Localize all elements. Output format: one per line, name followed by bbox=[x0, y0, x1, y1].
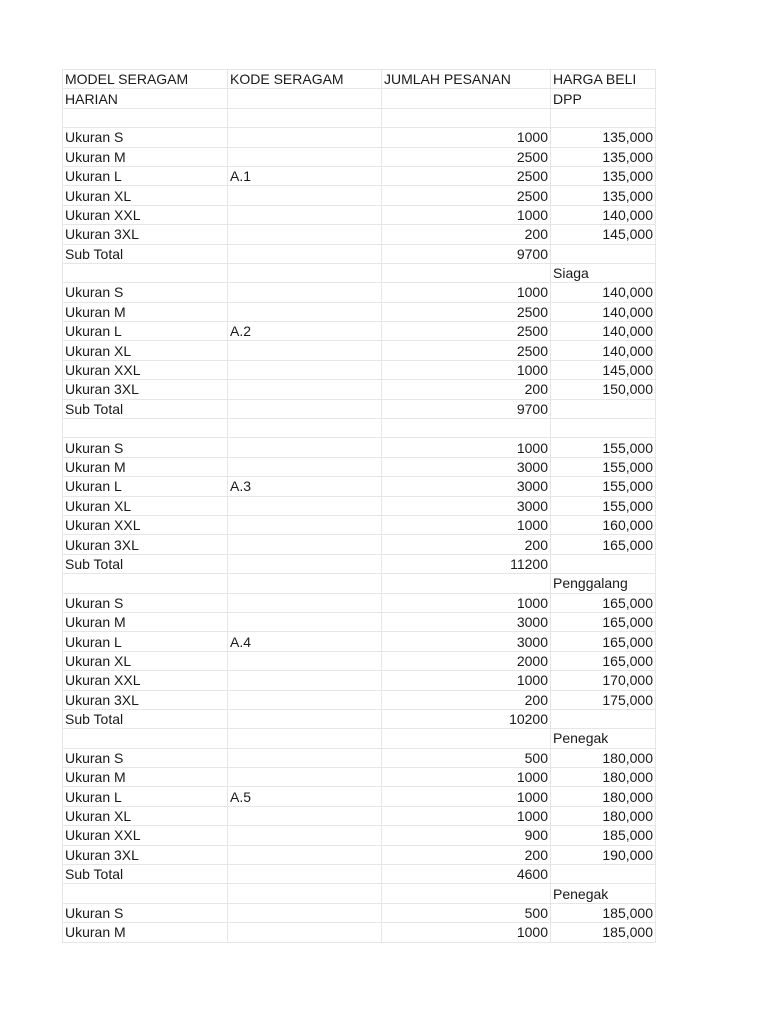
cell-jumlah[interactable]: 1000 bbox=[382, 593, 551, 612]
cell-jumlah[interactable]: 2500 bbox=[382, 341, 551, 360]
cell-model[interactable]: Ukuran M bbox=[63, 612, 228, 631]
cell-kode[interactable] bbox=[228, 283, 382, 302]
table-row bbox=[63, 690, 656, 709]
cell-jumlah[interactable]: 1000 bbox=[382, 438, 551, 457]
cell-kode[interactable] bbox=[228, 554, 382, 573]
cell-jumlah[interactable] bbox=[382, 89, 551, 108]
cell-jumlah[interactable]: 1000 bbox=[382, 360, 551, 379]
cell-kode[interactable] bbox=[228, 690, 382, 709]
table-row bbox=[63, 593, 656, 612]
cell-kode[interactable] bbox=[228, 806, 382, 825]
cell-model[interactable]: Ukuran S bbox=[63, 748, 228, 767]
cell-model[interactable]: Ukuran S bbox=[63, 903, 228, 922]
table-row bbox=[63, 651, 656, 670]
cell-jumlah[interactable]: 500 bbox=[382, 903, 551, 922]
cell-model[interactable]: Ukuran 3XL bbox=[63, 845, 228, 864]
cell-model[interactable]: Sub Total bbox=[63, 399, 228, 418]
table-row bbox=[63, 322, 656, 341]
cell-kode[interactable] bbox=[228, 826, 382, 845]
table-row bbox=[63, 438, 656, 457]
table-row bbox=[63, 263, 656, 282]
cell-kode[interactable] bbox=[228, 845, 382, 864]
cell-harga[interactable]: DPP bbox=[551, 89, 656, 108]
table-row bbox=[63, 244, 656, 263]
cell-kode[interactable] bbox=[228, 438, 382, 457]
table-row bbox=[63, 768, 656, 787]
cell-model[interactable] bbox=[63, 574, 228, 593]
cell-jumlah[interactable]: 2500 bbox=[382, 302, 551, 321]
cell-kode[interactable] bbox=[228, 903, 382, 922]
cell-harga[interactable]: 165,000 bbox=[551, 535, 656, 554]
cell-kode[interactable]: A.1 bbox=[228, 166, 382, 185]
cell-model[interactable] bbox=[63, 729, 228, 748]
cell-jumlah[interactable]: 3000 bbox=[382, 477, 551, 496]
cell-kode[interactable] bbox=[228, 186, 382, 205]
table-row bbox=[63, 554, 656, 573]
table-row bbox=[63, 729, 656, 748]
cell-jumlah[interactable]: 3000 bbox=[382, 612, 551, 631]
cell-jumlah[interactable]: 1000 bbox=[382, 128, 551, 147]
cell-model[interactable]: Sub Total bbox=[63, 554, 228, 573]
cell-kode[interactable] bbox=[228, 399, 382, 418]
cell-model[interactable]: Ukuran L bbox=[63, 166, 228, 185]
cell-model[interactable]: Ukuran XXL bbox=[63, 360, 228, 379]
table-row bbox=[63, 128, 656, 147]
cell-jumlah[interactable] bbox=[382, 419, 551, 438]
cell-jumlah[interactable]: 11200 bbox=[382, 554, 551, 573]
cell-kode[interactable] bbox=[228, 923, 382, 942]
cell-harga[interactable]: 135,000 bbox=[551, 128, 656, 147]
cell-jumlah[interactable]: 200 bbox=[382, 380, 551, 399]
order-table-body bbox=[63, 70, 656, 943]
cell-harga[interactable]: 160,000 bbox=[551, 515, 656, 534]
cell-harga[interactable]: 180,000 bbox=[551, 768, 656, 787]
header-harga-beli[interactable]: HARGA BELI bbox=[551, 70, 656, 89]
table-row bbox=[63, 225, 656, 244]
cell-kode[interactable] bbox=[228, 651, 382, 670]
cell-harga[interactable]: 190,000 bbox=[551, 845, 656, 864]
table-row bbox=[63, 419, 656, 438]
cell-kode[interactable]: A.2 bbox=[228, 322, 382, 341]
cell-harga[interactable]: 135,000 bbox=[551, 147, 656, 166]
cell-jumlah[interactable]: 200 bbox=[382, 225, 551, 244]
cell-jumlah[interactable]: 10200 bbox=[382, 709, 551, 728]
cell-model[interactable]: Ukuran XL bbox=[63, 806, 228, 825]
cell-harga[interactable] bbox=[551, 108, 656, 127]
cell-kode[interactable] bbox=[228, 225, 382, 244]
cell-model[interactable]: Sub Total bbox=[63, 244, 228, 263]
cell-jumlah[interactable]: 3000 bbox=[382, 496, 551, 515]
cell-model[interactable]: Ukuran 3XL bbox=[63, 690, 228, 709]
cell-model[interactable]: Ukuran 3XL bbox=[63, 225, 228, 244]
cell-jumlah[interactable]: 1000 bbox=[382, 806, 551, 825]
cell-kode[interactable] bbox=[228, 341, 382, 360]
cell-model[interactable]: Ukuran XL bbox=[63, 186, 228, 205]
cell-model[interactable]: Ukuran XXL bbox=[63, 671, 228, 690]
cell-harga[interactable]: 140,000 bbox=[551, 302, 656, 321]
cell-model[interactable] bbox=[63, 884, 228, 903]
cell-kode[interactable] bbox=[228, 865, 382, 884]
table-row bbox=[63, 612, 656, 631]
cell-harga[interactable]: 145,000 bbox=[551, 360, 656, 379]
cell-jumlah[interactable]: 1000 bbox=[382, 515, 551, 534]
cell-harga[interactable]: 170,000 bbox=[551, 671, 656, 690]
cell-kode[interactable] bbox=[228, 593, 382, 612]
cell-harga[interactable]: 165,000 bbox=[551, 612, 656, 631]
cell-harga[interactable] bbox=[551, 244, 656, 263]
cell-kode[interactable] bbox=[228, 748, 382, 767]
cell-harga[interactable]: Penegak bbox=[551, 729, 656, 748]
cell-jumlah[interactable] bbox=[382, 729, 551, 748]
cell-model[interactable]: Ukuran M bbox=[63, 457, 228, 476]
cell-kode[interactable]: A.5 bbox=[228, 787, 382, 806]
table-row bbox=[63, 302, 656, 321]
table-row bbox=[63, 477, 656, 496]
cell-jumlah[interactable]: 1000 bbox=[382, 787, 551, 806]
cell-model[interactable]: Ukuran L bbox=[63, 477, 228, 496]
table-row bbox=[63, 147, 656, 166]
table-row bbox=[63, 923, 656, 942]
cell-harga[interactable]: Siaga bbox=[551, 263, 656, 282]
cell-harga[interactable] bbox=[551, 865, 656, 884]
cell-jumlah[interactable]: 200 bbox=[382, 690, 551, 709]
table-row bbox=[63, 108, 656, 127]
table-row bbox=[63, 205, 656, 224]
cell-kode[interactable] bbox=[228, 380, 382, 399]
cell-model[interactable] bbox=[63, 263, 228, 282]
cell-kode[interactable] bbox=[228, 729, 382, 748]
cell-model[interactable]: Sub Total bbox=[63, 865, 228, 884]
table-row bbox=[63, 341, 656, 360]
cell-harga[interactable] bbox=[551, 709, 656, 728]
cell-model[interactable]: Ukuran L bbox=[63, 787, 228, 806]
header-row bbox=[63, 70, 656, 89]
cell-jumlah[interactable]: 2500 bbox=[382, 166, 551, 185]
cell-model[interactable]: Ukuran M bbox=[63, 768, 228, 787]
cell-kode[interactable] bbox=[228, 574, 382, 593]
cell-model[interactable]: Ukuran S bbox=[63, 593, 228, 612]
cell-harga[interactable]: 155,000 bbox=[551, 457, 656, 476]
table-row bbox=[63, 186, 656, 205]
cell-model[interactable]: Ukuran 3XL bbox=[63, 380, 228, 399]
cell-jumlah[interactable]: 200 bbox=[382, 535, 551, 554]
cell-model[interactable]: Ukuran S bbox=[63, 438, 228, 457]
cell-harga[interactable]: 150,000 bbox=[551, 380, 656, 399]
table-row bbox=[63, 671, 656, 690]
cell-model[interactable]: Ukuran S bbox=[63, 283, 228, 302]
header-model-seragam[interactable]: MODEL SERAGAM bbox=[63, 70, 228, 89]
cell-harga[interactable]: 165,000 bbox=[551, 593, 656, 612]
table-row bbox=[63, 515, 656, 534]
cell-kode[interactable] bbox=[228, 263, 382, 282]
cell-jumlah[interactable]: 3000 bbox=[382, 632, 551, 651]
cell-model[interactable] bbox=[63, 419, 228, 438]
cell-kode[interactable] bbox=[228, 108, 382, 127]
table-row bbox=[63, 496, 656, 515]
cell-model[interactable]: Ukuran M bbox=[63, 147, 228, 166]
cell-harga[interactable]: 180,000 bbox=[551, 787, 656, 806]
cell-harga[interactable]: 140,000 bbox=[551, 283, 656, 302]
table-row bbox=[63, 826, 656, 845]
cell-kode[interactable] bbox=[228, 244, 382, 263]
table-row bbox=[63, 806, 656, 825]
cell-kode[interactable] bbox=[228, 535, 382, 554]
cell-harga[interactable]: Penegak bbox=[551, 884, 656, 903]
cell-model[interactable]: Ukuran 3XL bbox=[63, 535, 228, 554]
table-row bbox=[63, 632, 656, 651]
cell-kode[interactable] bbox=[228, 360, 382, 379]
cell-kode[interactable]: A.4 bbox=[228, 632, 382, 651]
cell-jumlah[interactable]: 2500 bbox=[382, 322, 551, 341]
table-row bbox=[63, 787, 656, 806]
table-row bbox=[63, 574, 656, 593]
cell-kode[interactable] bbox=[228, 612, 382, 631]
cell-harga[interactable]: 135,000 bbox=[551, 186, 656, 205]
cell-harga[interactable]: 140,000 bbox=[551, 205, 656, 224]
cell-harga[interactable]: 155,000 bbox=[551, 477, 656, 496]
header-jumlah-pesanan[interactable]: JUMLAH PESANAN bbox=[382, 70, 551, 89]
cell-harga[interactable]: Penggalang bbox=[551, 574, 656, 593]
table-row bbox=[63, 709, 656, 728]
table-row bbox=[63, 360, 656, 379]
cell-jumlah[interactable]: 2000 bbox=[382, 651, 551, 670]
cell-kode[interactable] bbox=[228, 302, 382, 321]
cell-kode[interactable] bbox=[228, 128, 382, 147]
cell-model[interactable]: Ukuran M bbox=[63, 302, 228, 321]
cell-model[interactable] bbox=[63, 108, 228, 127]
cell-kode[interactable] bbox=[228, 515, 382, 534]
cell-model[interactable]: Ukuran XXL bbox=[63, 826, 228, 845]
table-row bbox=[63, 380, 656, 399]
cell-jumlah[interactable] bbox=[382, 884, 551, 903]
cell-model[interactable]: Ukuran XXL bbox=[63, 515, 228, 534]
cell-harga[interactable] bbox=[551, 399, 656, 418]
cell-jumlah[interactable] bbox=[382, 263, 551, 282]
cell-harga[interactable]: 155,000 bbox=[551, 438, 656, 457]
cell-jumlah[interactable]: 2500 bbox=[382, 147, 551, 166]
cell-jumlah[interactable]: 200 bbox=[382, 845, 551, 864]
cell-harga[interactable]: 185,000 bbox=[551, 826, 656, 845]
cell-harga[interactable]: 140,000 bbox=[551, 322, 656, 341]
header-kode-seragam[interactable]: KODE SERAGAM bbox=[228, 70, 382, 89]
table-row bbox=[63, 283, 656, 302]
cell-harga[interactable]: 175,000 bbox=[551, 690, 656, 709]
cell-kode[interactable] bbox=[228, 884, 382, 903]
table-row bbox=[63, 884, 656, 903]
cell-model[interactable]: Ukuran L bbox=[63, 632, 228, 651]
table-row bbox=[63, 865, 656, 884]
cell-kode[interactable] bbox=[228, 457, 382, 476]
cell-harga[interactable]: 140,000 bbox=[551, 341, 656, 360]
cell-kode[interactable] bbox=[228, 768, 382, 787]
cell-kode[interactable] bbox=[228, 671, 382, 690]
cell-model[interactable]: Ukuran L bbox=[63, 322, 228, 341]
cell-harga[interactable]: 180,000 bbox=[551, 748, 656, 767]
order-table bbox=[62, 69, 656, 943]
cell-model[interactable]: Ukuran S bbox=[63, 128, 228, 147]
table-row bbox=[63, 845, 656, 864]
cell-kode[interactable] bbox=[228, 147, 382, 166]
cell-jumlah[interactable]: 500 bbox=[382, 748, 551, 767]
table-row bbox=[63, 457, 656, 476]
cell-kode[interactable] bbox=[228, 89, 382, 108]
table-row bbox=[63, 535, 656, 554]
cell-jumlah[interactable]: 9700 bbox=[382, 399, 551, 418]
table-row bbox=[63, 399, 656, 418]
cell-harga[interactable]: 145,000 bbox=[551, 225, 656, 244]
cell-jumlah[interactable]: 1000 bbox=[382, 768, 551, 787]
cell-model[interactable]: Ukuran XL bbox=[63, 496, 228, 515]
cell-jumlah[interactable]: 1000 bbox=[382, 205, 551, 224]
cell-kode[interactable]: A.3 bbox=[228, 477, 382, 496]
cell-kode[interactable] bbox=[228, 496, 382, 515]
cell-harga[interactable]: 155,000 bbox=[551, 496, 656, 515]
cell-harga[interactable]: 135,000 bbox=[551, 166, 656, 185]
cell-jumlah[interactable]: 9700 bbox=[382, 244, 551, 263]
cell-jumlah[interactable]: 2500 bbox=[382, 186, 551, 205]
cell-jumlah[interactable] bbox=[382, 108, 551, 127]
cell-model[interactable]: Ukuran XXL bbox=[63, 205, 228, 224]
cell-kode[interactable] bbox=[228, 709, 382, 728]
table-row bbox=[63, 903, 656, 922]
cell-harga[interactable] bbox=[551, 554, 656, 573]
cell-jumlah[interactable] bbox=[382, 574, 551, 593]
cell-jumlah[interactable]: 900 bbox=[382, 826, 551, 845]
cell-jumlah[interactable]: 3000 bbox=[382, 457, 551, 476]
cell-harga[interactable]: 185,000 bbox=[551, 903, 656, 922]
cell-harga[interactable]: 180,000 bbox=[551, 806, 656, 825]
cell-harga[interactable]: 165,000 bbox=[551, 651, 656, 670]
cell-harga[interactable]: 185,000 bbox=[551, 923, 656, 942]
cell-kode[interactable] bbox=[228, 205, 382, 224]
cell-model[interactable]: Sub Total bbox=[63, 709, 228, 728]
table-row bbox=[63, 748, 656, 767]
cell-jumlah[interactable]: 1000 bbox=[382, 671, 551, 690]
cell-jumlah[interactable]: 1000 bbox=[382, 283, 551, 302]
cell-model[interactable]: Ukuran XL bbox=[63, 651, 228, 670]
table-row bbox=[63, 166, 656, 185]
cell-kode[interactable] bbox=[228, 419, 382, 438]
cell-jumlah[interactable]: 1000 bbox=[382, 923, 551, 942]
table-row bbox=[63, 89, 656, 108]
cell-model[interactable]: Ukuran XL bbox=[63, 341, 228, 360]
cell-harga[interactable]: 165,000 bbox=[551, 632, 656, 651]
cell-model[interactable]: Ukuran M bbox=[63, 923, 228, 942]
cell-model[interactable]: HARIAN bbox=[63, 89, 228, 108]
cell-harga[interactable] bbox=[551, 419, 656, 438]
cell-jumlah[interactable]: 4600 bbox=[382, 865, 551, 884]
